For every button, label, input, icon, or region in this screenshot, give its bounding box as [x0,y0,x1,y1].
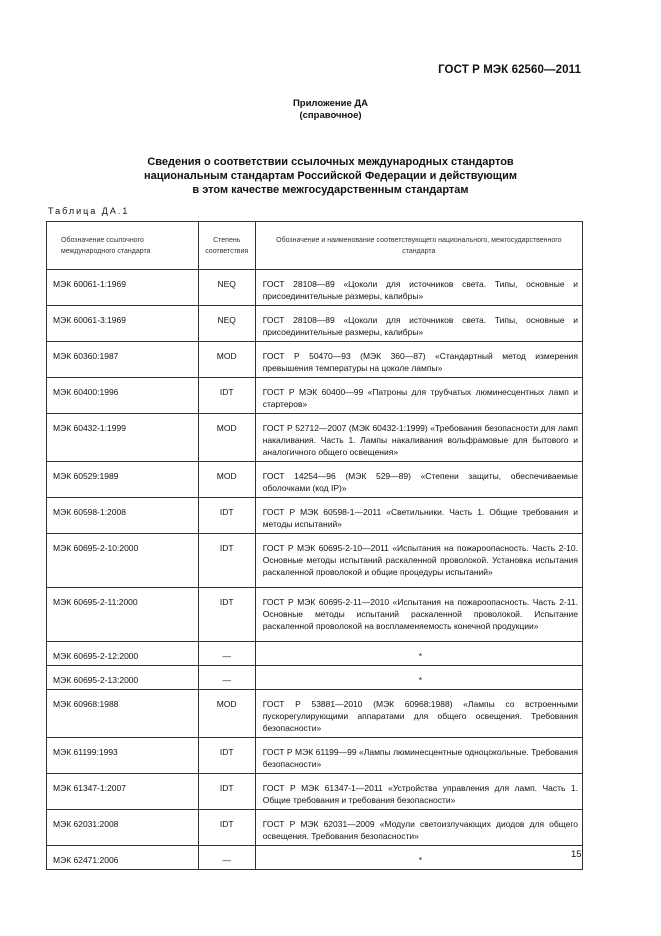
reference-standard-cell: МЭК 60400:1996 [47,378,199,414]
national-standard-cell: ГОСТ Р МЭК 60695-2-10—2011 «Испытания на пожароопасность. Часть 2-10. Основные методы испытаний раскаленной проволокой. Установка испытания раскаленной проволокой и общие процедуры испытаний» [255,534,582,588]
degree-cell: IDT [198,378,255,414]
national-standard-cell: ГОСТ Р 53881—2010 (МЭК 60968:1988) «Лампы со встроенными пускорегулирующими аппаратами для общего освещения. Требования безопасности» [255,690,582,738]
degree-cell: IDT [198,588,255,642]
degree-cell: IDT [198,498,255,534]
national-standard-cell: ГОСТ 14254—96 (МЭК 529—89) «Степени защиты, обеспечиваемые оболочками (код IP)» [255,462,582,498]
degree-cell: IDT [198,534,255,588]
annex-title: Приложение ДА [292,98,369,109]
reference-standard-cell: МЭК 60432-1:1999 [47,414,199,462]
column-header-national-standard: Обозначение и наименование соответствующего национального, межгосударственного стандарта [255,222,582,270]
table-row [47,810,583,846]
document-title-line: Сведения о соответствии ссылочных международных стандартов [147,156,514,168]
degree-cell: NEQ [198,306,255,342]
degree-cell: NEQ [198,270,255,306]
document-title-line: в этом качестве межгосударственным стандартам [192,184,469,196]
table-row [47,588,583,642]
table-row [47,498,583,534]
table-row [47,666,583,690]
table-row [47,462,583,498]
degree-cell: IDT [198,774,255,810]
national-standard-cell: ГОСТ Р МЭК 60598-1—2011 «Светильники. Часть 1. Общие требования и методы испытаний» [255,498,582,534]
table-row [47,774,583,810]
reference-standard-cell: МЭК 60695-2-11:2000 [47,588,199,642]
annex-subtitle: (справочное) [299,110,362,121]
standard-designation: ГОСТ Р МЭК 62560—2011 [438,64,581,76]
table-row [47,846,583,870]
page-number: 15 [571,849,582,860]
document-title-line: национальным стандартам Российской Федерации и действующим [144,170,517,182]
table-row [47,342,583,378]
degree-cell: MOD [198,690,255,738]
reference-standard-cell: МЭК 61347-1:2007 [47,774,199,810]
degree-cell: MOD [198,414,255,462]
reference-standard-cell: МЭК 60695-2-12:2000 [47,642,199,666]
national-standard-cell: ГОСТ Р МЭК 62031—2009 «Модули светоизлучающих диодов для общего освещения. Требования безопасности» [255,810,582,846]
national-standard-cell: ГОСТ Р МЭК 60695-2-11—2010 «Испытания на пожароопасность. Часть 2-11. Основные методы испытаний раскаленной проволокой. Испытание раскаленной проволокой на воспламеняемость конечной продукции» [255,588,582,642]
national-standard-cell: ГОСТ Р МЭК 60400—99 «Патроны для трубчатых люминесцентных ламп и стартеров» [255,378,582,414]
table-row [47,642,583,666]
reference-standard-cell: МЭК 60061-1:1969 [47,270,199,306]
reference-standard-cell: МЭК 62471:2006 [47,846,199,870]
reference-standard-cell: МЭК 60598-1:2008 [47,498,199,534]
reference-standard-cell: МЭК 60695-2-13:2000 [47,666,199,690]
column-header-degree: Степень соответствия [198,222,255,270]
column-header-reference: Обозначение ссылочного международного стандарта [47,222,199,270]
reference-standard-cell: МЭК 61199:1993 [47,738,199,774]
degree-cell: MOD [198,462,255,498]
national-standard-cell: ГОСТ Р МЭК 61347-1—2011 «Устройства управления для ламп. Часть 1. Общие требования и требования безопасности» [255,774,582,810]
national-standard-cell: ГОСТ 28108—89 «Цоколи для источников света. Типы, основные и присоединительные размеры, калибры» [255,306,582,342]
table-row [47,534,583,588]
national-standard-cell: ГОСТ Р 50470—93 (МЭК 360—87) «Стандартный метод измерения превышения температуры на цоколе лампы» [255,342,582,378]
table-caption: Таблица ДА.1 [48,206,130,216]
national-standard-cell: * [255,846,582,870]
degree-cell: MOD [198,342,255,378]
reference-standard-cell: МЭК 60061-3:1969 [47,306,199,342]
annex-heading [0,98,661,122]
reference-standard-cell: МЭК 60529:1989 [47,462,199,498]
table-header-row [47,222,583,270]
reference-standard-cell: МЭК 60968:1988 [47,690,199,738]
degree-cell: IDT [198,738,255,774]
document-title [0,155,661,197]
degree-cell: — [198,666,255,690]
reference-standard-cell: МЭК 60360:1987 [47,342,199,378]
national-standard-cell: ГОСТ Р 52712—2007 (МЭК 60432-1:1999) «Требования безопасности для ламп накаливания. Часть 1. Лампы накаливания вольфрамовые для бытового и аналогичного общего освещения» [255,414,582,462]
degree-cell: — [198,642,255,666]
table-row [47,378,583,414]
degree-cell: — [198,846,255,870]
national-standard-cell: ГОСТ 28108—89 «Цоколи для источников света. Типы, основные и присоединительные размеры, калибры» [255,270,582,306]
table-row [47,306,583,342]
degree-cell: IDT [198,810,255,846]
table-row [47,690,583,738]
reference-standard-cell: МЭК 60695-2-10:2000 [47,534,199,588]
reference-standard-cell: МЭК 62031:2008 [47,810,199,846]
table-row [47,270,583,306]
national-standard-cell: ГОСТ Р МЭК 61199—99 «Лампы люминесцентные одноцокольные. Требования безопасности» [255,738,582,774]
national-standard-cell: * [255,642,582,666]
national-standard-cell: * [255,666,582,690]
table-row [47,738,583,774]
table-row [47,414,583,462]
correspondence-table [46,221,583,870]
